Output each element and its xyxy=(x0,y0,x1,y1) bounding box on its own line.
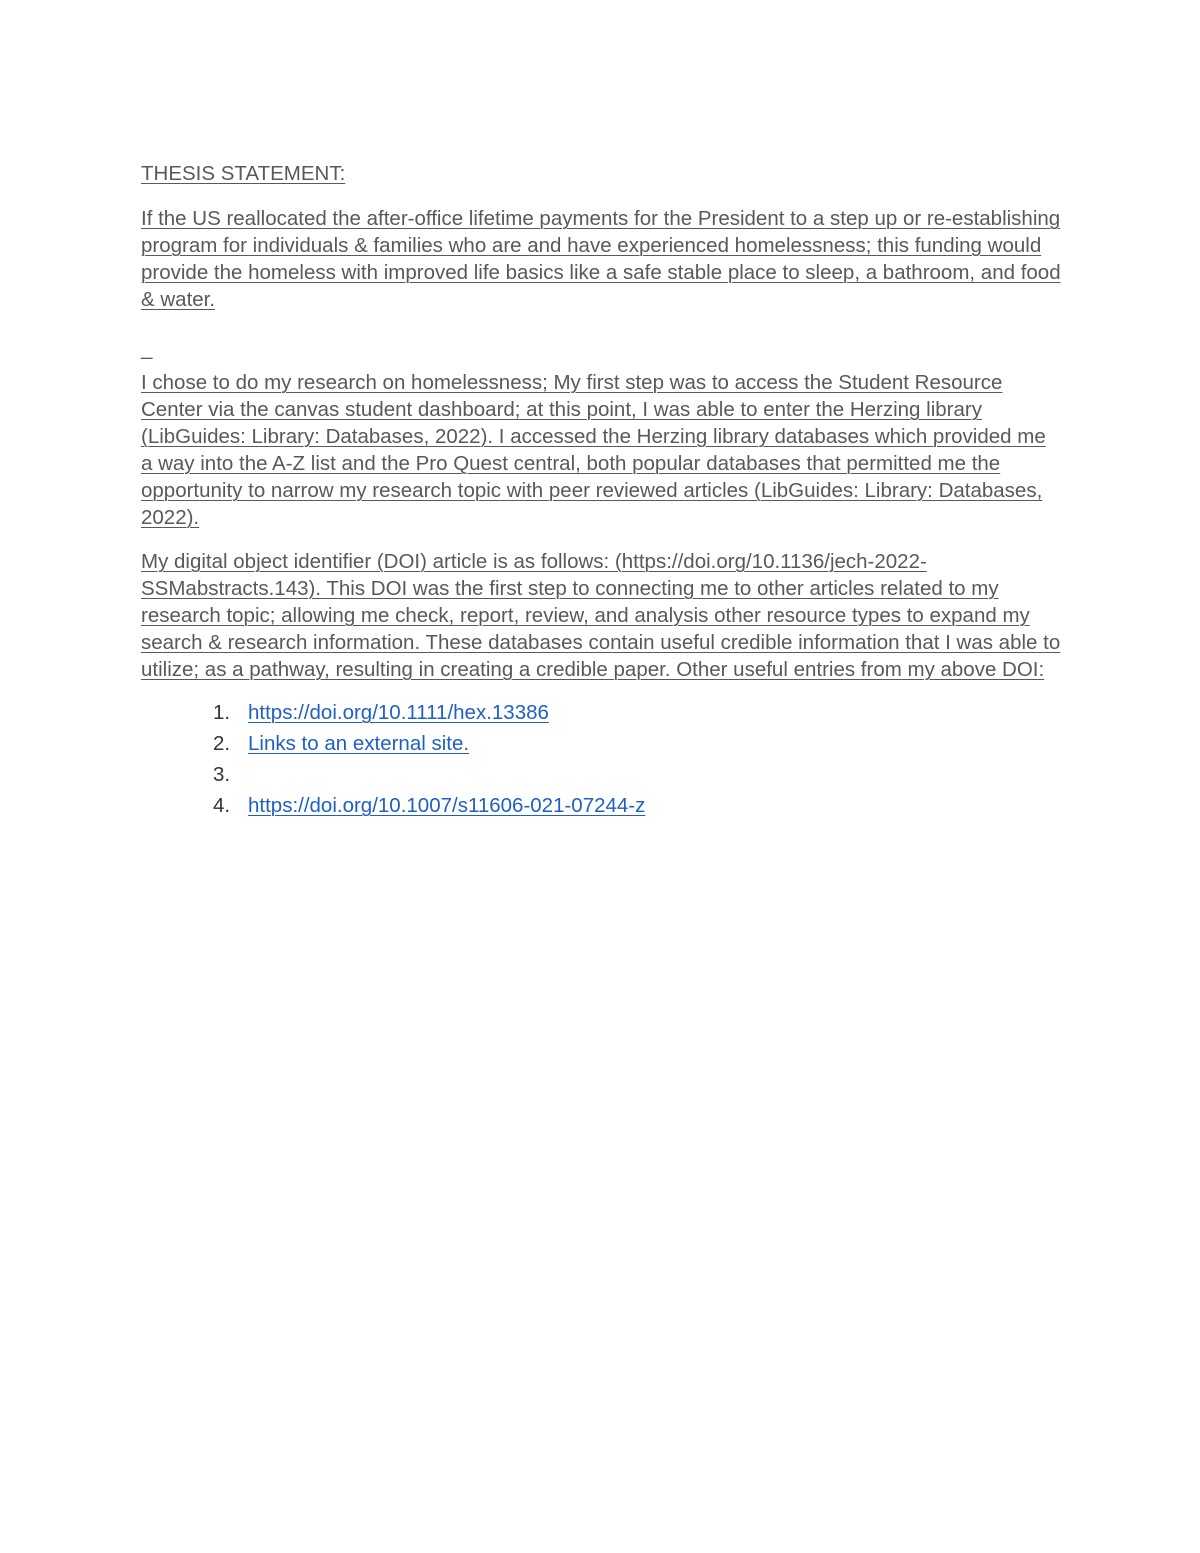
list-number: 2. xyxy=(213,732,231,755)
reference-link-1[interactable]: https://doi.org/10.1111/hex.13386 xyxy=(248,701,549,724)
reference-link-2[interactable]: Links to an external site. xyxy=(248,732,470,755)
list-number: 3. xyxy=(213,763,231,786)
list-item xyxy=(141,699,1061,726)
list-item xyxy=(141,792,1061,819)
list-item xyxy=(141,730,1061,757)
research-paragraph: I chose to do my research on homelessness; My first step was to access the Student Resource Center via the canvas student dashboard; at this point, I was able to enter the Herzing library (LibGuides: Library: Databases, 2022). I accessed the Herzing library databases which provided me a way into the A-Z list and the Pro Quest central, both popular databases that permitted me the opportunity to narrow my research topic with peer reviewed articles (LibGuides: Library: Databases, 2022). xyxy=(141,371,1046,529)
reference-link-4[interactable]: https://doi.org/10.1007/s11606-021-07244-z xyxy=(248,794,646,817)
list-item xyxy=(141,761,1061,788)
reference-list xyxy=(141,699,1061,819)
thesis-heading: THESIS STATEMENT: xyxy=(141,162,346,185)
thesis-statement: If the US reallocated the after-office lifetime payments for the President to a step up or re-establishing program for individuals & families who are and have experienced homelessness; this funding would provide the homeless with improved life basics like a safe stable place to sleep, a bathroom, and food & water. xyxy=(141,207,1061,311)
document-body xyxy=(141,160,1061,823)
separator-mark: _ xyxy=(141,337,153,360)
doi-paragraph: My digital object identifier (DOI) article is as follows: (https://doi.org/10.1136/jech-2022-SSMabstracts.143). This DOI was the first step to connecting me to other articles related to my research topic; allowing me check, report, review, and analysis other resource types to expand my search & research information. These databases contain useful credible information that I was able to utilize; as a pathway, resulting in creating a credible paper. Other useful entries from my above DOI: xyxy=(141,550,1061,681)
list-number: 1. xyxy=(213,701,231,724)
list-number: 4. xyxy=(213,794,231,817)
